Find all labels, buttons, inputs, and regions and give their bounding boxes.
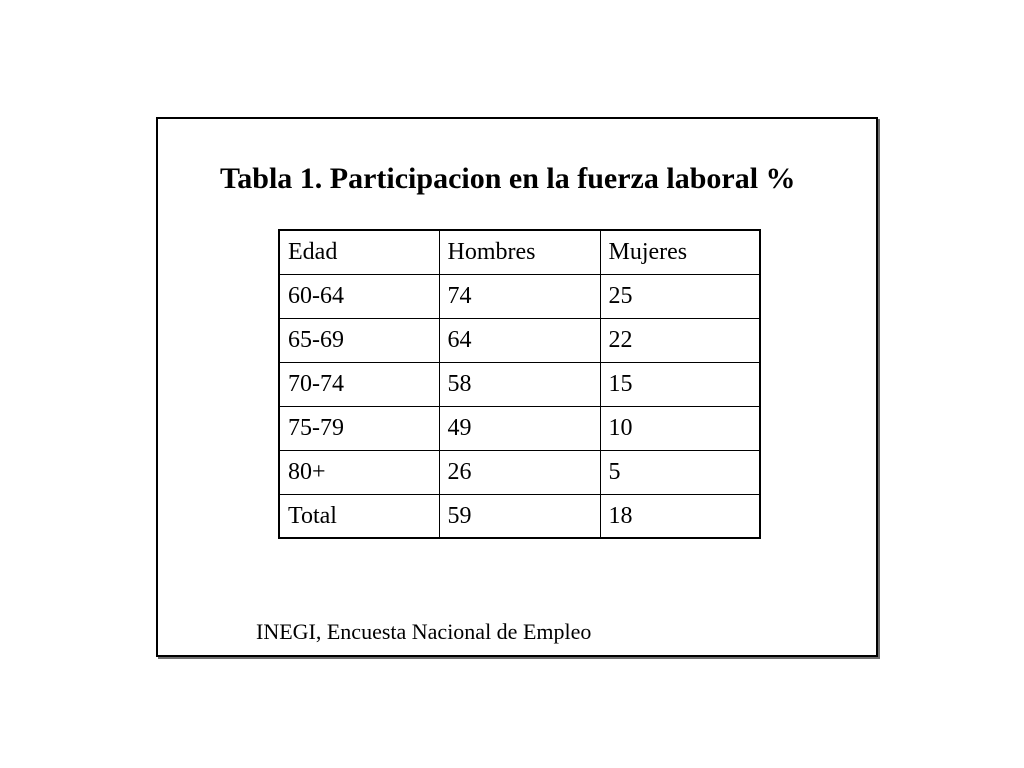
- cell-hombres: 59: [439, 494, 600, 538]
- cell-edad: 80+: [279, 450, 439, 494]
- cell-edad: 70-74: [279, 362, 439, 406]
- table-row: [279, 450, 760, 494]
- table-row: [279, 406, 760, 450]
- table-row: [279, 318, 760, 362]
- cell-hombres: 74: [439, 274, 600, 318]
- cell-hombres: 58: [439, 362, 600, 406]
- header-edad: Edad: [279, 230, 439, 274]
- cell-mujeres: 25: [600, 274, 760, 318]
- cell-mujeres: 15: [600, 362, 760, 406]
- table-row: [279, 362, 760, 406]
- cell-hombres: 64: [439, 318, 600, 362]
- cell-mujeres: 5: [600, 450, 760, 494]
- header-mujeres: Mujeres: [600, 230, 760, 274]
- data-table: [278, 229, 761, 539]
- header-hombres: Hombres: [439, 230, 600, 274]
- cell-edad: 65-69: [279, 318, 439, 362]
- document-frame: [156, 117, 878, 657]
- cell-edad: Total: [279, 494, 439, 538]
- table-title: Tabla 1. Participacion en la fuerza laboral %: [220, 162, 796, 195]
- cell-mujeres: 10: [600, 406, 760, 450]
- cell-mujeres: 18: [600, 494, 760, 538]
- table-row: [279, 274, 760, 318]
- cell-hombres: 26: [439, 450, 600, 494]
- cell-mujeres: 22: [600, 318, 760, 362]
- cell-edad: 60-64: [279, 274, 439, 318]
- cell-edad: 75-79: [279, 406, 439, 450]
- source-note: INEGI, Encuesta Nacional de Empleo: [256, 619, 592, 644]
- table-header-row: [279, 230, 760, 274]
- cell-hombres: 49: [439, 406, 600, 450]
- table-total-row: [279, 494, 760, 538]
